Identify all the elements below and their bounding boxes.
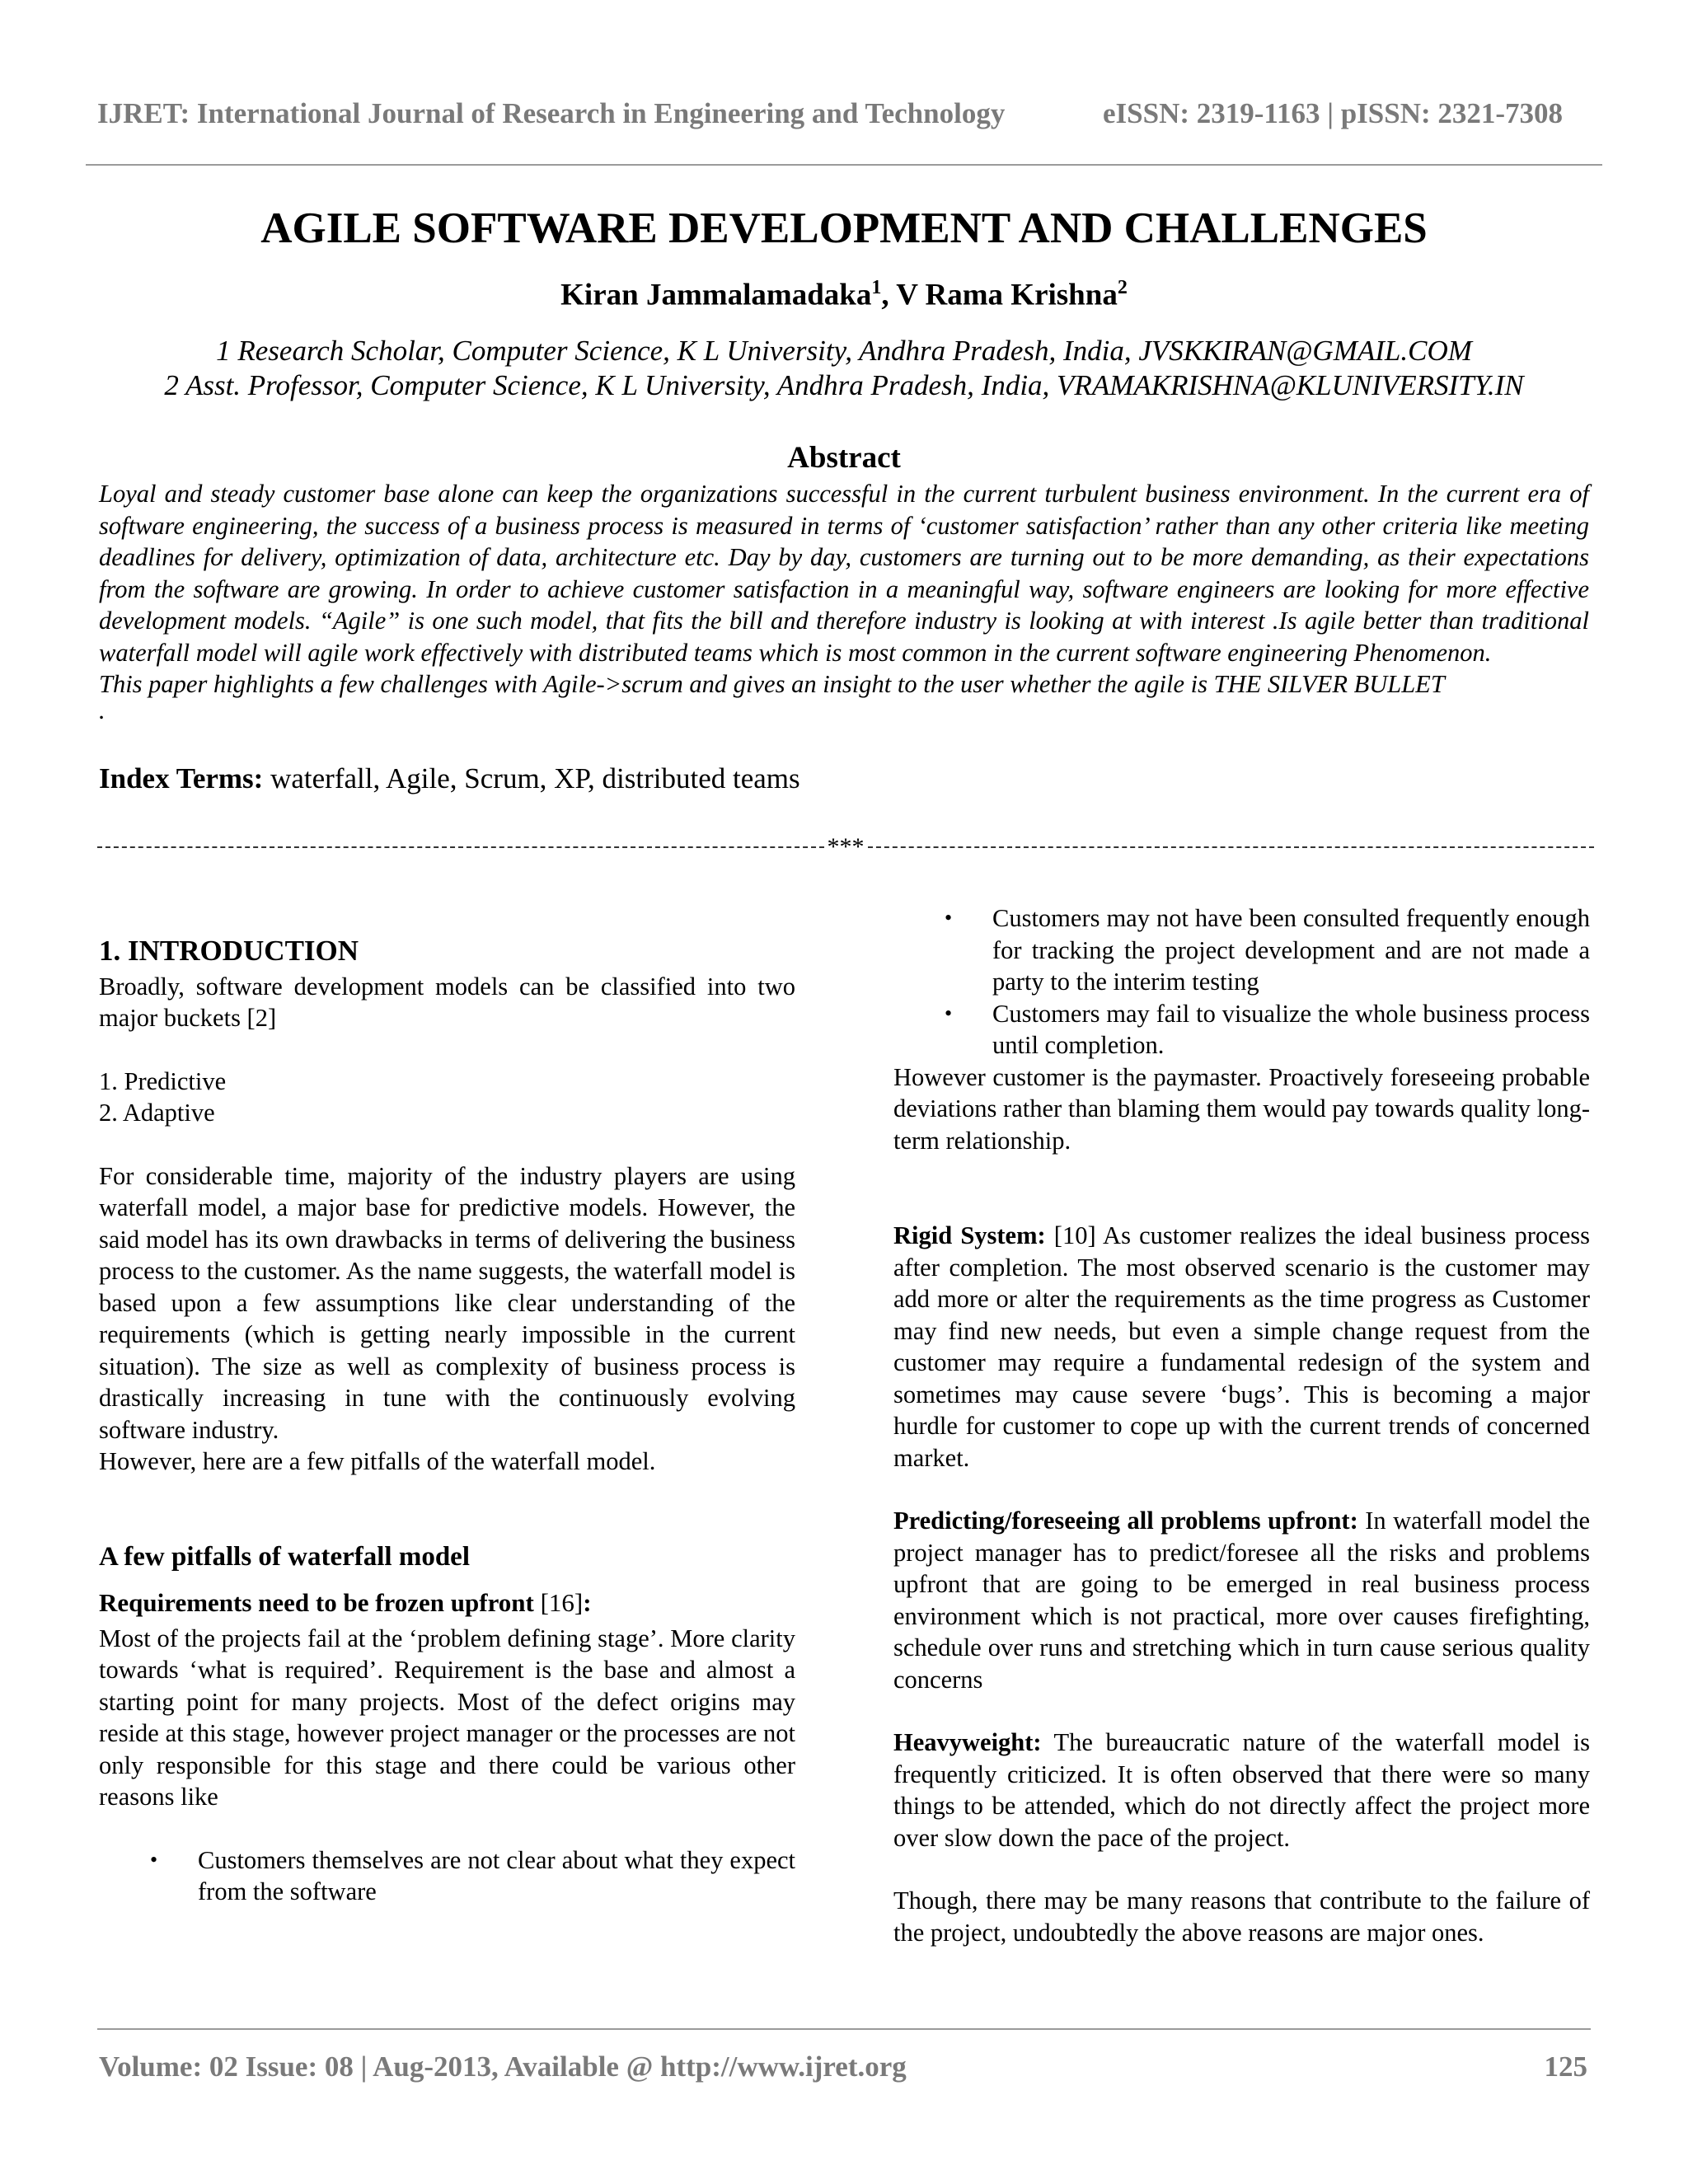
bullet-text: Customers themselves are not clear about what they expect from the software xyxy=(198,1845,795,1905)
footer-volume: Volume: 02 Issue: 08 | Aug-2013, Available @ http://www.ijret.org xyxy=(99,2050,907,2083)
predicting-text: In waterfall model the project manager has to predict/foresee all the risks and problems upfront that are going to be emerged in real business process environment which is not practical, more over causes firefighting, schedule over runs and stretching which in turn cause serious quality concerns xyxy=(893,1507,1590,1694)
list-item-predictive: 1. Predictive xyxy=(99,1066,227,1095)
affiliation-1: 1 Research Scholar, Computer Science, K L University, Andhra Pradesh, India, JVSKKIRAN@GMAIL.COM xyxy=(216,335,1472,367)
bullet-icon: • xyxy=(945,1001,953,1025)
heavyweight-text: The bureaucratic nature of the waterfall model is frequently criticized. It is often observed that there were so many things to be attended, which do not directly affect the project more over slow down the pace of the project. xyxy=(893,1728,1590,1852)
intro-paragraph-3: However, here are a few pitfalls of the waterfall model. xyxy=(99,1447,656,1475)
abstract-paragraph-2: This paper highlights a few challenges with Agile->scrum and gives an insight to the user whether the agile is THE SILVER BULLET xyxy=(99,670,1445,698)
bullet-icon: • xyxy=(945,906,953,930)
section-separator xyxy=(97,835,1594,863)
author-1-sup: 1 xyxy=(871,277,882,298)
author-2-sup: 2 xyxy=(1117,277,1128,298)
separator-dash-left xyxy=(97,846,824,848)
page-number: 125 xyxy=(1544,2050,1587,2083)
header-divider xyxy=(86,164,1602,166)
right-column xyxy=(893,902,1590,1948)
author-1: Kiran Jammalamadaka xyxy=(560,278,872,312)
requirements-bullet-list xyxy=(99,1844,795,1908)
list-item xyxy=(893,902,1590,998)
heavyweight-label: Heavyweight: xyxy=(893,1728,1042,1756)
list-item xyxy=(893,998,1590,1062)
rigid-system-paragraph xyxy=(893,1220,1590,1474)
abstract-heading: Abstract xyxy=(787,441,901,475)
bullet-text: Customers may not have been consulted frequently enough for tracking the project development and are not made a party to the interim testing xyxy=(992,904,1590,996)
list-item-adaptive: 2. Adaptive xyxy=(99,1099,215,1127)
index-terms xyxy=(99,762,800,795)
rigid-system-label: Rigid System: xyxy=(893,1221,1046,1249)
predicting-paragraph xyxy=(893,1505,1590,1695)
paper-title: AGILE SOFTWARE DEVELOPMENT AND CHALLENGES xyxy=(260,204,1428,252)
separator-dash-right xyxy=(868,846,1595,848)
intro-paragraph-2: For considerable time, majority of the industry players are using waterfall model, a major base for predictive models. However, the said model has its own drawbacks in terms of delivering the business process to the customer. As the name suggests, the waterfall model is based upon a few assumptions like clear understanding of the requirements (which is getting nearly impossible in the current situation). The size as well as complexity of business process is drastically increasing in tune with the continuously evolving software industry. xyxy=(99,1161,795,1444)
rigid-system-text: [10] As customer realizes the ideal business process after completion. The most observed scenario is the customer may add more or alter the requirements as the time progress as Customer may find new needs, but even a simple change request from the customer may require a fundamental redesign of the system and sometimes may cause severe ‘bugs’. This is becoming a major hurdle for customer to cope up with the current trends of concerned market. xyxy=(893,1221,1590,1472)
heavyweight-paragraph xyxy=(893,1727,1590,1854)
predicting-label: Predicting/foreseeing all problems upfront: xyxy=(893,1507,1358,1535)
footer-divider xyxy=(97,2028,1591,2030)
author-line xyxy=(0,277,1688,312)
abstract-paragraph-3: . xyxy=(99,696,106,724)
abstract-body xyxy=(99,478,1589,724)
requirements-heading xyxy=(99,1587,795,1619)
intro-paragraph-1: Broadly, software development models can be classified into two major buckets [2] xyxy=(99,972,795,1032)
issn-header: eISSN: 2319-1163 | pISSN: 2321-7308 xyxy=(1103,97,1564,129)
separator-stars: *** xyxy=(827,835,865,860)
requirements-paragraph: Most of the projects fail at the ‘problem defining stage’. More clarity towards ‘what is required’. Requirement is the base and almost a starting point for many projects. Most of the defect origins may reside at this stage, however project manager or the processes are not only responsible for this stage and there could be various other reasons like xyxy=(99,1624,795,1811)
index-terms-label: Index Terms: xyxy=(99,762,264,794)
bullet-text: Customers may fail to visualize the whole business process until completion. xyxy=(992,999,1590,1059)
list-item xyxy=(99,1844,795,1908)
affiliation-2: 2 Asst. Professor, Computer Science, K L University, Andhra Pradesh, India, VRAMAKRISHNA@KLUNIVERSITY.IN xyxy=(164,369,1524,401)
bullet-icon: • xyxy=(150,1847,158,1872)
requirements-heading-text: Requirements need to be frozen upfront xyxy=(99,1588,534,1617)
author-separator: , xyxy=(881,278,897,312)
abstract-paragraph-1: Loyal and steady customer base alone can keep the organizations successful in the current turbulent business environment. In the current era of software engineering, the success of a business process is measured in terms of ‘customer satisfaction’ rather than any other criteria like meeting deadlines for delivery, optimization of data, architecture etc. Day by day, customers are turning out to be more demanding, as their expectations from the software are growing. In order to achieve customer satisfaction in a meaningful way, software engineers are looking for more effective development models. “Agile” is one such model, that fits the bill and therefore industry is looking at with interest .Is agile better than traditional waterfall model will agile work effectively with distributed teams which is most common in the current software engineering Phenomenon. xyxy=(99,480,1589,667)
conclusion-paragraph: Though, there may be many reasons that contribute to the failure of the project, undoubtedly the above reasons are major ones. xyxy=(893,1886,1590,1947)
author-2: V Rama Krishna xyxy=(896,278,1118,312)
index-terms-value: waterfall, Agile, Scrum, XP, distributed teams xyxy=(263,762,800,794)
paymaster-paragraph: However customer is the paymaster. Proactively foreseeing probable deviations rather than blaming them would pay towards quality long-term relationship. xyxy=(893,1062,1590,1155)
requirements-ref: [16] xyxy=(533,1588,584,1617)
customer-bullet-list xyxy=(893,902,1590,1062)
requirements-colon: : xyxy=(583,1588,592,1617)
left-column xyxy=(99,902,795,1908)
journal-header: IJRET: International Journal of Research in Engineering and Technology xyxy=(97,97,1006,129)
introduction-heading: 1. INTRODUCTION xyxy=(99,935,359,967)
pitfalls-heading: A few pitfalls of waterfall model xyxy=(99,1541,470,1572)
